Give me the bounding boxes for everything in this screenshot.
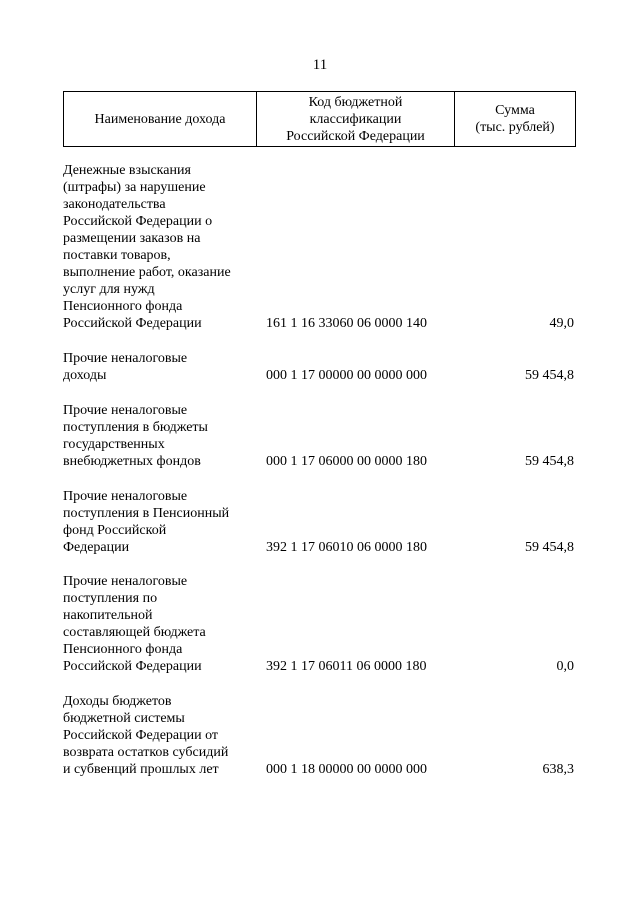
header-income-name: Наименование дохода	[64, 92, 257, 147]
budget-code: 000 1 18 00000 00 0000 000	[266, 762, 427, 777]
page-number: 11	[312, 57, 328, 73]
income-name: Прочие неналоговые поступления по накопительной составляющей бюджета Пенсионного фонда Российской Федерации	[63, 574, 206, 674]
income-name: Прочие неналоговые поступления в бюджеты государственных внебюджетных фондов	[63, 403, 208, 469]
table-header	[63, 91, 576, 147]
amount: 59 454,8	[525, 540, 574, 555]
budget-code: 000 1 17 06000 00 0000 180	[266, 454, 427, 469]
header-amount: Сумма (тыс. рублей)	[455, 92, 576, 147]
amount: 638,3	[542, 762, 574, 777]
amount: 49,0	[549, 316, 574, 331]
budget-code: 161 1 16 33060 06 0000 140	[266, 316, 427, 331]
amount: 0,0	[556, 659, 574, 674]
header-budget-code: Код бюджетной классификации Российской Федерации	[257, 92, 455, 147]
income-name: Прочие неналоговые доходы	[63, 351, 188, 383]
income-name: Доходы бюджетов бюджетной системы Российской Федерации от возврата остатков субсидий и субвенций прошлых лет	[63, 694, 229, 777]
income-name: Денежные взыскания (штрафы) за нарушение законодательства Российской Федерации о размещении заказов на поставки товаров, выполнение работ, оказание услуг для нужд Пенсионного фонда Российской Федерации	[63, 163, 231, 331]
budget-code: 392 1 17 06011 06 0000 180	[266, 659, 427, 674]
income-name: Прочие неналоговые поступления в Пенсионный фонд Российской Федерации	[63, 489, 230, 555]
amount: 59 454,8	[525, 368, 574, 383]
budget-code: 000 1 17 00000 00 0000 000	[266, 368, 427, 383]
amount: 59 454,8	[525, 454, 574, 469]
budget-code: 392 1 17 06010 06 0000 180	[266, 540, 427, 555]
